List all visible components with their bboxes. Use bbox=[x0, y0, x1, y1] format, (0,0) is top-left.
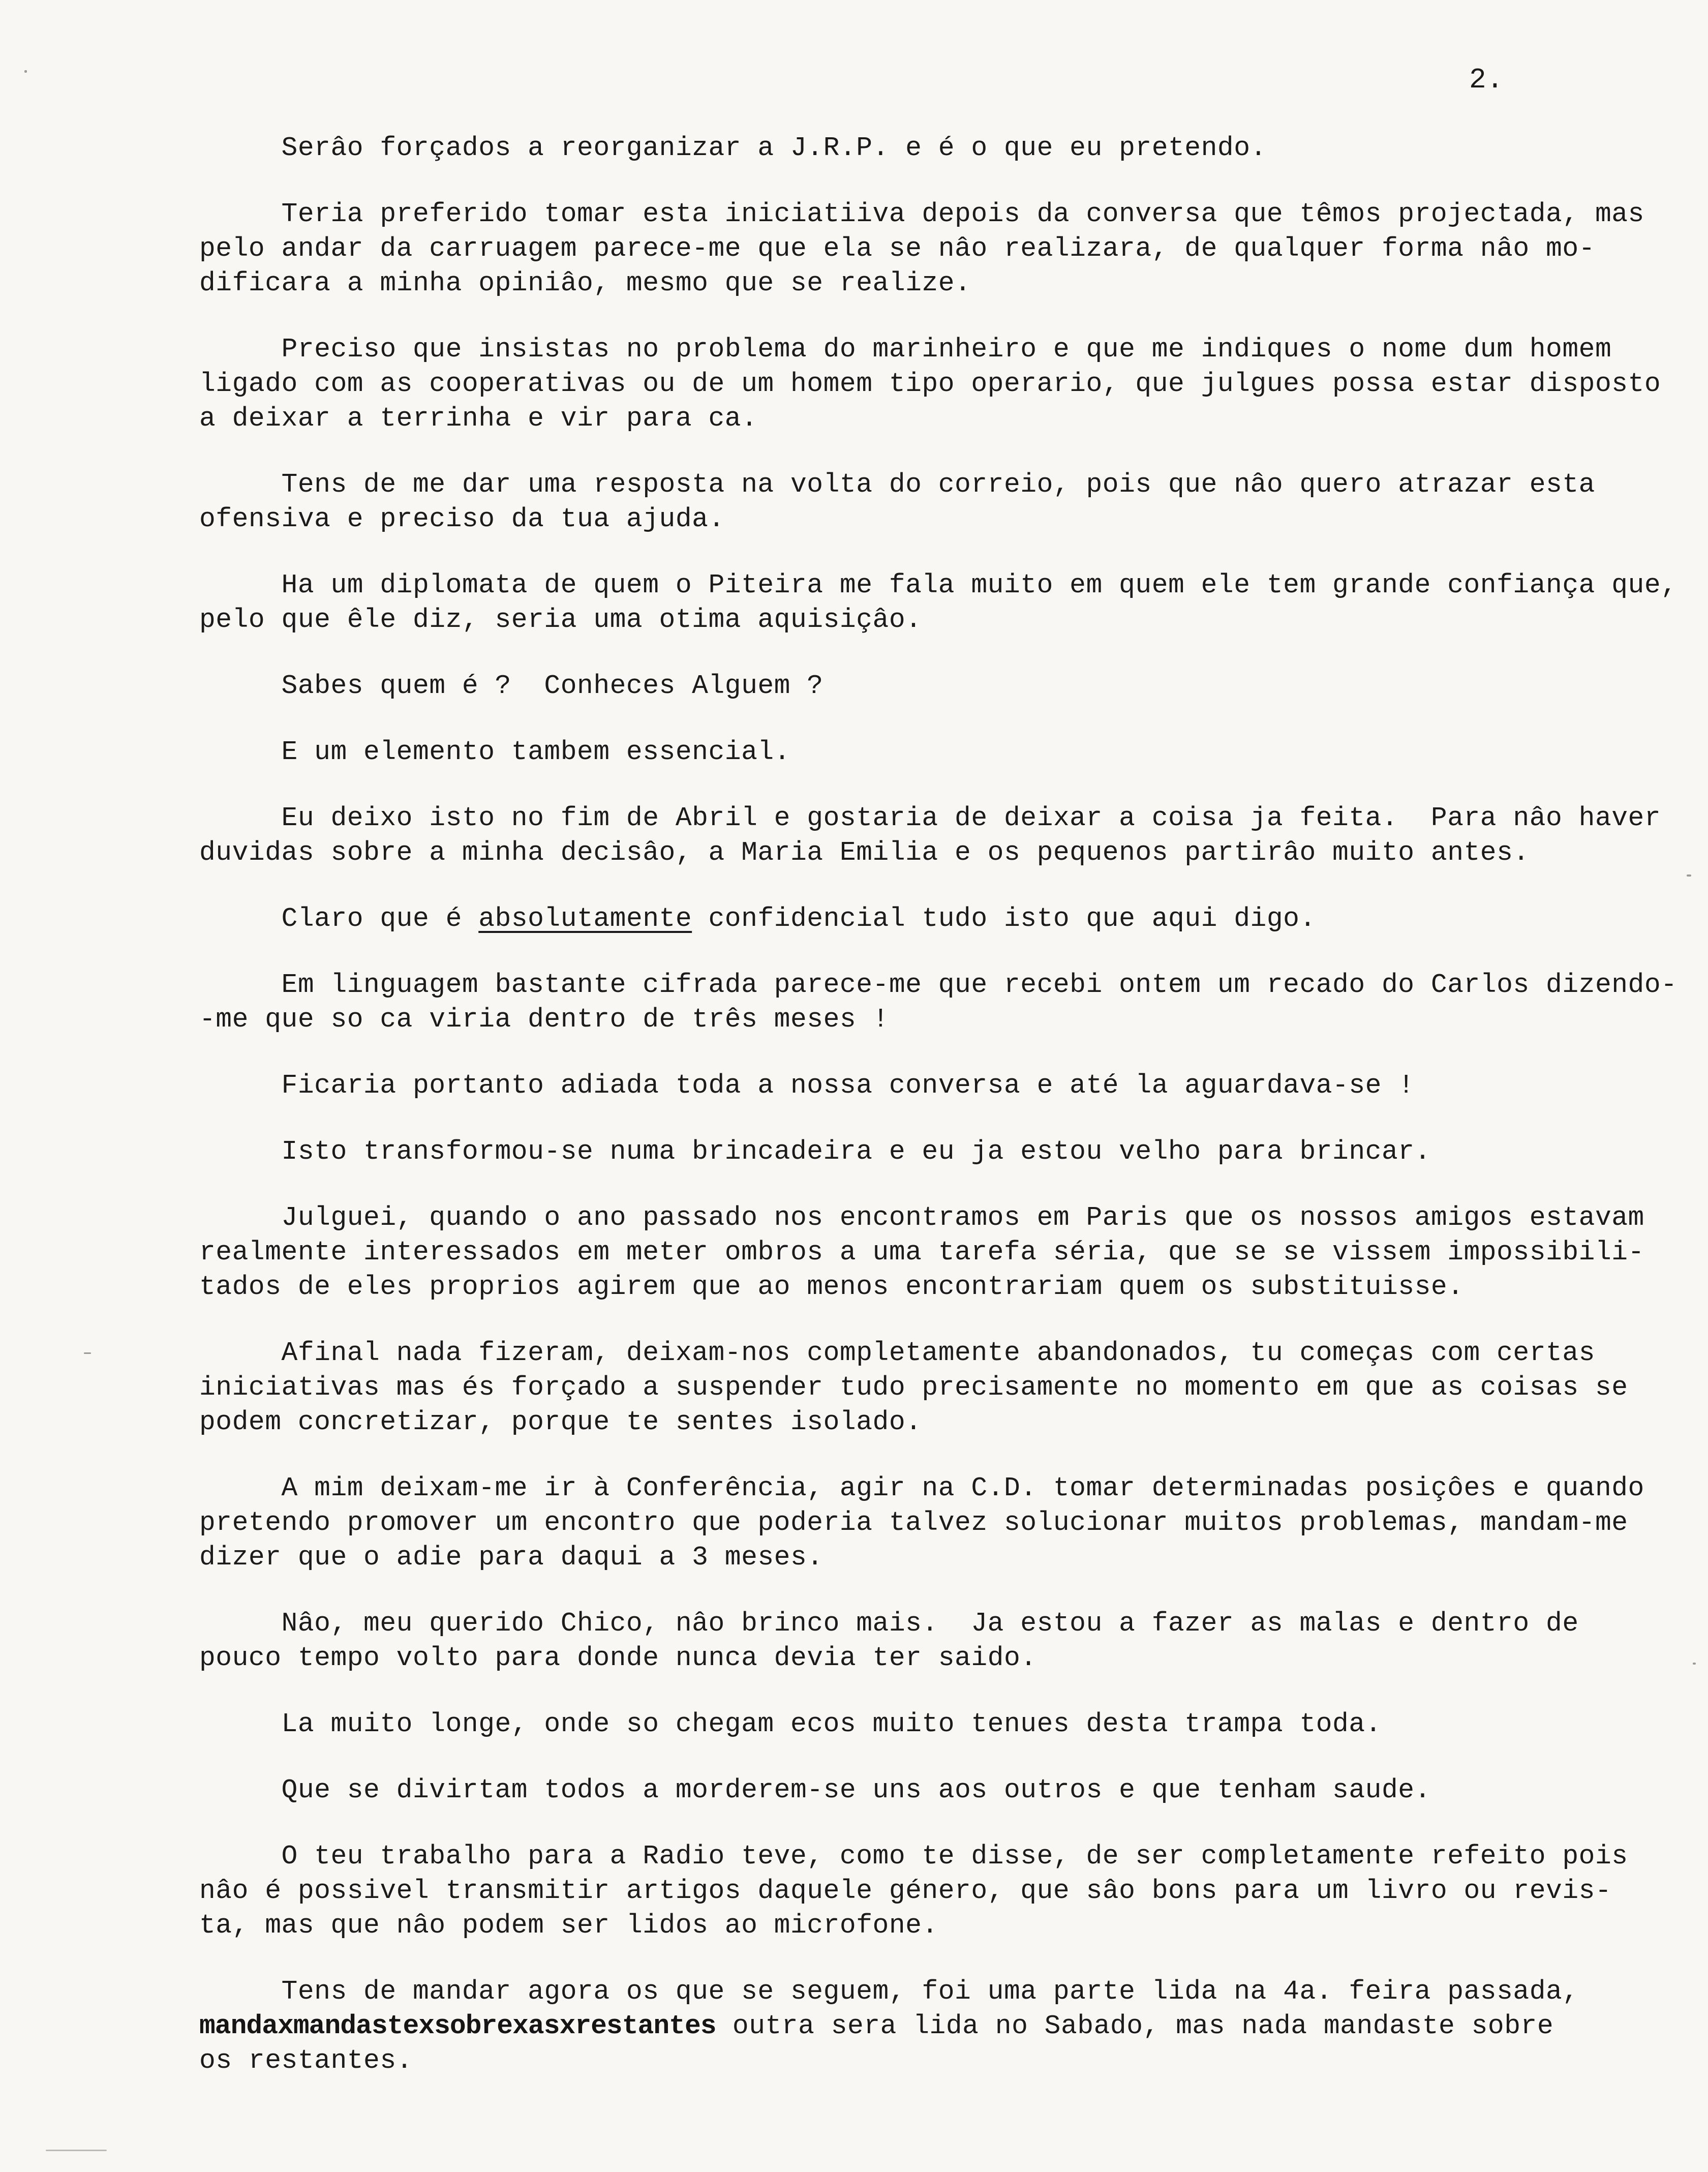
letter-line: Preciso que insistas no problema do marinheiro e que me indiques o nome dum homem bbox=[199, 334, 1612, 365]
letter-line: Sabes quem é ? Conheces Alguem ? bbox=[199, 671, 824, 701]
letter-line: dificara a minha opiniâo, mesmo que se realize. bbox=[199, 268, 971, 298]
letter-line: duvidas sobre a minha decisâo, a Maria Emilia e os pequenos partirâo muito antes. bbox=[199, 837, 1530, 868]
letter-line: A mim deixam-me ir à Conferência, agir na C.D. tomar determinadas posiçôes e quando bbox=[199, 1473, 1644, 1503]
letter-line: nâo é possivel transmitir artigos daquele género, que sâo bons para um livro ou revis- bbox=[199, 1876, 1612, 1906]
letter-line: tados de eles proprios agirem que ao menos encontrariam quem os substituisse. bbox=[199, 1272, 1464, 1302]
scan-speck bbox=[84, 1352, 91, 1354]
letter-line: Tens de mandar agora os que se seguem, foi uma parte lida na 4a. feira passada, bbox=[199, 1976, 1579, 2007]
line-text: confidencial tudo isto que aqui digo. bbox=[692, 903, 1316, 934]
letter-line: realmente interessados em meter ombros a uma tarefa séria, que se se vissem impossibili- bbox=[199, 1237, 1644, 1268]
scan-speck bbox=[1687, 874, 1691, 877]
letter-line: os restantes. bbox=[199, 2045, 413, 2076]
letter-line: Que se divirtam todos a morderem-se uns aos outros e que tenham saude. bbox=[199, 1775, 1431, 1805]
letter-line: O teu trabalho para a Radio teve, como te disse, de ser completamente refeito pois bbox=[199, 1841, 1628, 1872]
letter-line bbox=[199, 2013, 1553, 2040]
letter-line: ta, mas que nâo podem ser lidos ao microfone. bbox=[199, 1910, 938, 1941]
scan-speck bbox=[1693, 1663, 1696, 1665]
letter-line: Ha um diplomata de quem o Piteira me fala muito em quem ele tem grande confiança que, bbox=[199, 570, 1678, 600]
letter-line: Isto transformou-se numa brincadeira e eu ja estou velho para brincar. bbox=[199, 1136, 1431, 1167]
letter-line: Serâo forçados a reorganizar a J.R.P. e é o que eu pretendo. bbox=[199, 133, 1267, 163]
line-text: outra sera lida no Sabado, mas nada mandaste sobre bbox=[716, 2011, 1554, 2041]
letter-line: Tens de me dar uma resposta na volta do correio, pois que nâo quero atrazar esta bbox=[199, 469, 1595, 500]
letter-line: E um elemento tambem essencial. bbox=[199, 737, 790, 767]
letter-line: pelo que êle diz, seria uma otima aquisiçâo. bbox=[199, 605, 922, 635]
letter-line: Afinal nada fizeram, deixam-nos completamente abandonados, tu começas com certas bbox=[199, 1338, 1595, 1368]
letter-line: Ficaria portanto adiada toda a nossa conversa e até la aguardava-se ! bbox=[199, 1070, 1415, 1101]
letter-line: ofensiva e preciso da tua ajuda. bbox=[199, 504, 725, 534]
scan-speck bbox=[46, 2150, 107, 2151]
letter-line: Teria preferido tomar esta iniciatiiva depois da conversa que têmos projectada, mas bbox=[199, 199, 1644, 229]
letter-line: pretendo promover um encontro que poderia talvez solucionar muitos problemas, mandam-me bbox=[199, 1507, 1628, 1538]
underlined-word: absolutamente bbox=[478, 903, 692, 934]
letter-line bbox=[199, 903, 1316, 934]
letter-line: -me que so ca viria dentro de três meses ! bbox=[199, 1004, 889, 1035]
letter-line: podem concretizar, porque te sentes isolado. bbox=[199, 1407, 922, 1437]
letter-line: pelo andar da carruagem parece-me que ela se nâo realizara, de qualquer forma nâo mo- bbox=[199, 233, 1595, 264]
struck-through-text: mandaxmandastexsobrexasxrestantes bbox=[199, 2011, 716, 2041]
letter-line: Julguei, quando o ano passado nos encontramos em Paris que os nossos amigos estavam bbox=[199, 1202, 1644, 1233]
letter-line: Em linguagem bastante cifrada parece-me que recebi ontem um recado do Carlos dizendo- bbox=[199, 970, 1678, 1000]
scan-speck bbox=[24, 70, 27, 73]
letter-line: dizer que o adie para daqui a 3 meses. bbox=[199, 1542, 824, 1573]
page-number: 2. bbox=[1469, 64, 1504, 96]
letter-line: ligado com as cooperativas ou de um homem tipo operario, que julgues possa estar disposto bbox=[199, 369, 1661, 399]
letter-line: iniciativas mas és forçado a suspender tudo precisamente no momento em que as coisas se bbox=[199, 1372, 1628, 1403]
letter-line: Nâo, meu querido Chico, nâo brinco mais. Ja estou a fazer as malas e dentro de bbox=[199, 1608, 1579, 1639]
letter-line: La muito longe, onde so chegam ecos muito tenues desta trampa toda. bbox=[199, 1709, 1382, 1739]
letter-line: pouco tempo volto para donde nunca devia ter saido. bbox=[199, 1643, 1037, 1673]
letter-line: Eu deixo isto no fim de Abril e gostaria de deixar a coisa ja feita. Para nâo haver bbox=[199, 803, 1661, 833]
letter-line: a deixar a terrinha e vir para ca. bbox=[199, 403, 758, 434]
line-text: Claro que é bbox=[199, 903, 479, 934]
